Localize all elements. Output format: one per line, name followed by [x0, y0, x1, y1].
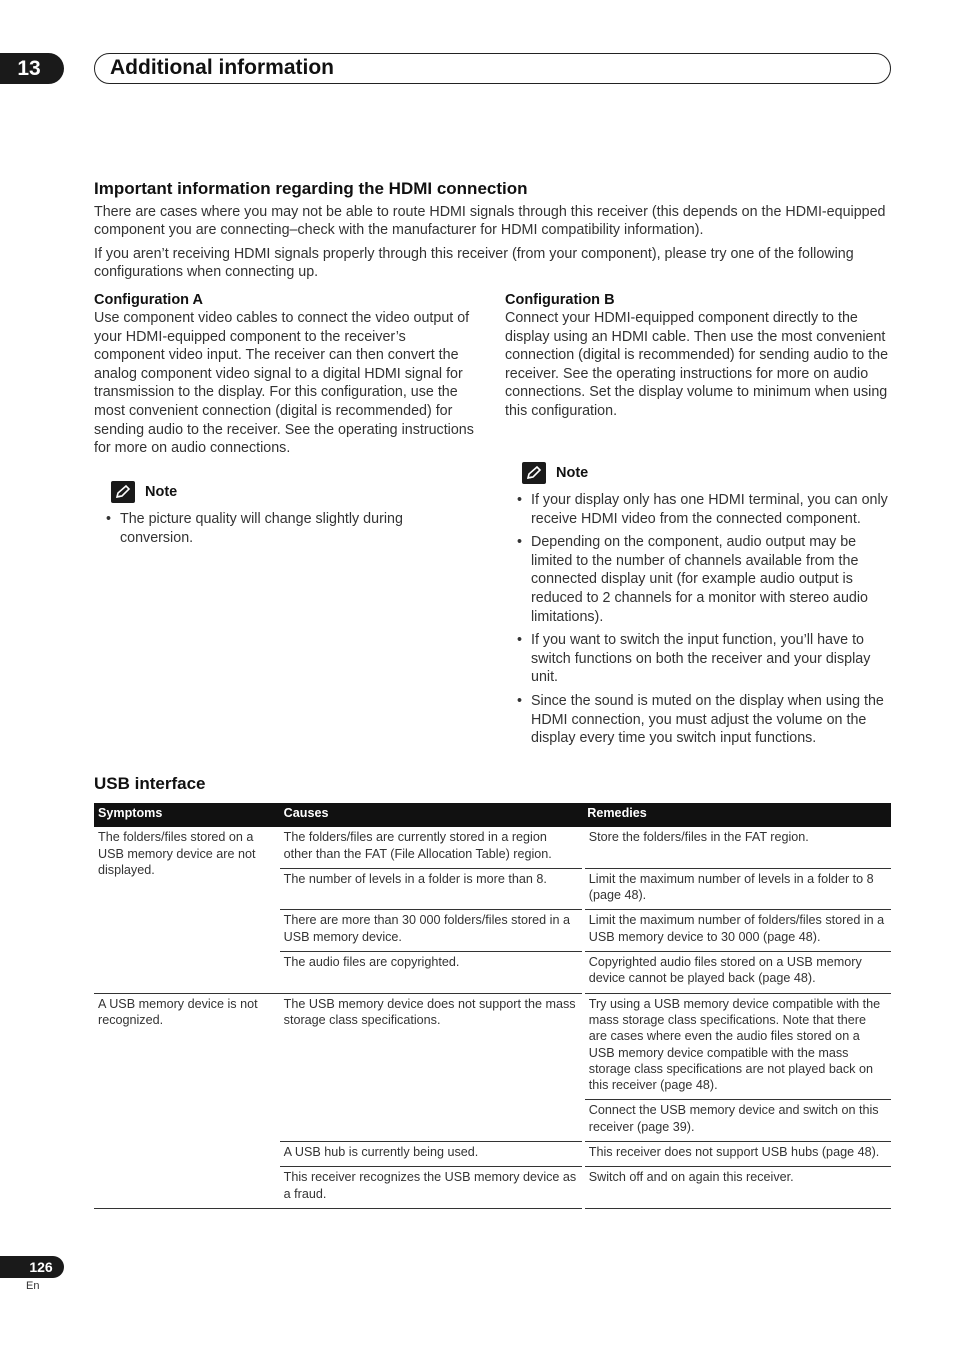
hdmi-intro-paragraph: There are cases where you may not be able to route HDMI signals through this receiver (this depends on the HDMI-equipped component you are connecting–check with the manufacturer for HDMI compatibility information).	[94, 204, 886, 239]
cause-cell: This receiver recognizes the USB memory device as a fraud.	[280, 1167, 584, 1209]
remedy-cell: Store the folders/files in the FAT region.	[583, 827, 891, 868]
configuration-a-heading: Configuration A	[94, 292, 203, 308]
note-list-b	[505, 491, 891, 753]
chapter-number: 13	[17, 56, 41, 80]
configuration-b-text: Connect your HDMI-equipped component directly to the display using an HDMI cable. Then use the most convenient connection (digital is recommended) for sending audio to the receiver. See the operating instructions for more on audio connections. Set the display volume to minimum when using this configuration.	[505, 310, 889, 419]
usb-section-heading: USB interface	[94, 774, 206, 793]
configuration-a	[94, 291, 478, 458]
configuration-b	[505, 291, 889, 421]
pencil-note-icon	[522, 462, 546, 484]
list-item: • If your display only has one HDMI terminal, you can only receive HDMI video from the connected component.	[505, 491, 891, 528]
list-item: • If you want to switch the input function, you’ll have to switch functions on both the receiver and your display unit.	[505, 631, 891, 687]
note-label: Note	[556, 465, 589, 481]
language-code: En	[26, 1280, 40, 1292]
page-number-badge	[0, 1256, 64, 1278]
pencil-note-icon	[111, 481, 135, 503]
remedy-cell: This receiver does not support USB hubs (page 48).	[583, 1142, 891, 1167]
remedy-cell: Limit the maximum number of folders/files stored in a USB memory device to 30 000 (page 48).	[583, 910, 891, 952]
list-item: • Since the sound is muted on the display when using the HDMI connection, you must adjust the volume on the display every time you switch input functions.	[505, 692, 891, 748]
list-item: • Depending on the component, audio output may be limited to the number of channels available from the connected display unit (for example audio output is reduced to 2 channels for a monitor with stereo audio limitations).	[505, 533, 891, 626]
cause-cell: The audio files are copyrighted.	[280, 952, 584, 994]
cause-cell: A USB hub is currently being used.	[280, 1142, 584, 1167]
table-row	[94, 993, 891, 1100]
note-list-a	[94, 510, 474, 552]
cause-cell: There are more than 30 000 folders/files stored in a USB memory device.	[280, 910, 584, 952]
cause-cell: The folders/files are currently stored in a region other than the FAT (File Allocation Table) region.	[280, 827, 584, 868]
symptom-cell: A USB memory device is not recognized.	[94, 993, 280, 1208]
column-header-remedies: Remedies	[583, 803, 891, 827]
hdmi-section-heading: Important information regarding the HDMI connection	[94, 179, 528, 198]
note-heading-a	[111, 481, 177, 503]
page-number: 126	[29, 1259, 53, 1275]
cause-cell: The USB memory device does not support the mass storage class specifications.	[280, 993, 584, 1141]
chapter-number-badge	[0, 53, 64, 84]
remedy-cell: Connect the USB memory device and switch on this receiver (page 39).	[583, 1100, 891, 1142]
table-row	[94, 827, 891, 868]
remedy-cell: Switch off and on again this receiver.	[583, 1167, 891, 1209]
symptom-cell: The folders/files stored on a USB memory device are not displayed.	[94, 827, 280, 993]
chapter-title: Additional information	[110, 56, 334, 79]
configuration-b-heading: Configuration B	[505, 292, 615, 308]
note-label: Note	[145, 484, 178, 500]
hdmi-instruction-paragraph: If you aren’t receiving HDMI signals properly through this receiver (from your component), please try one of the following configurations when connecting up.	[94, 246, 854, 281]
remedy-cell: Limit the maximum number of levels in a folder to 8 (page 48).	[583, 868, 891, 910]
table-header-row	[94, 803, 891, 827]
remedy-cell: Copyrighted audio files stored on a USB memory device cannot be played back (page 48).	[583, 952, 891, 994]
column-header-symptoms: Symptoms	[94, 803, 280, 827]
cause-cell: The number of levels in a folder is more than 8.	[280, 868, 584, 910]
configuration-a-text: Use component video cables to connect the video output of your HDMI-equipped component to the receiver’s component video input. The receiver can then convert the analog component video signal to a digital HDMI signal for transmission to the display. For this configuration, use the most convenient connection (digital is recommended) for sending audio to the receiver. See the operating instructions for more on audio connections.	[94, 310, 474, 457]
remedy-cell: Try using a USB memory device compatible with the mass storage class specifications. Note that there are cases where even the audio files stored on a USB memory device compatible with the mass storage class specifications are not played back on this receiver (page 48).	[583, 993, 891, 1100]
note-heading-b	[522, 462, 588, 484]
column-header-causes: Causes	[280, 803, 584, 827]
usb-troubleshooting-table	[94, 803, 891, 1209]
list-item: • The picture quality will change slightly during conversion.	[94, 510, 474, 547]
